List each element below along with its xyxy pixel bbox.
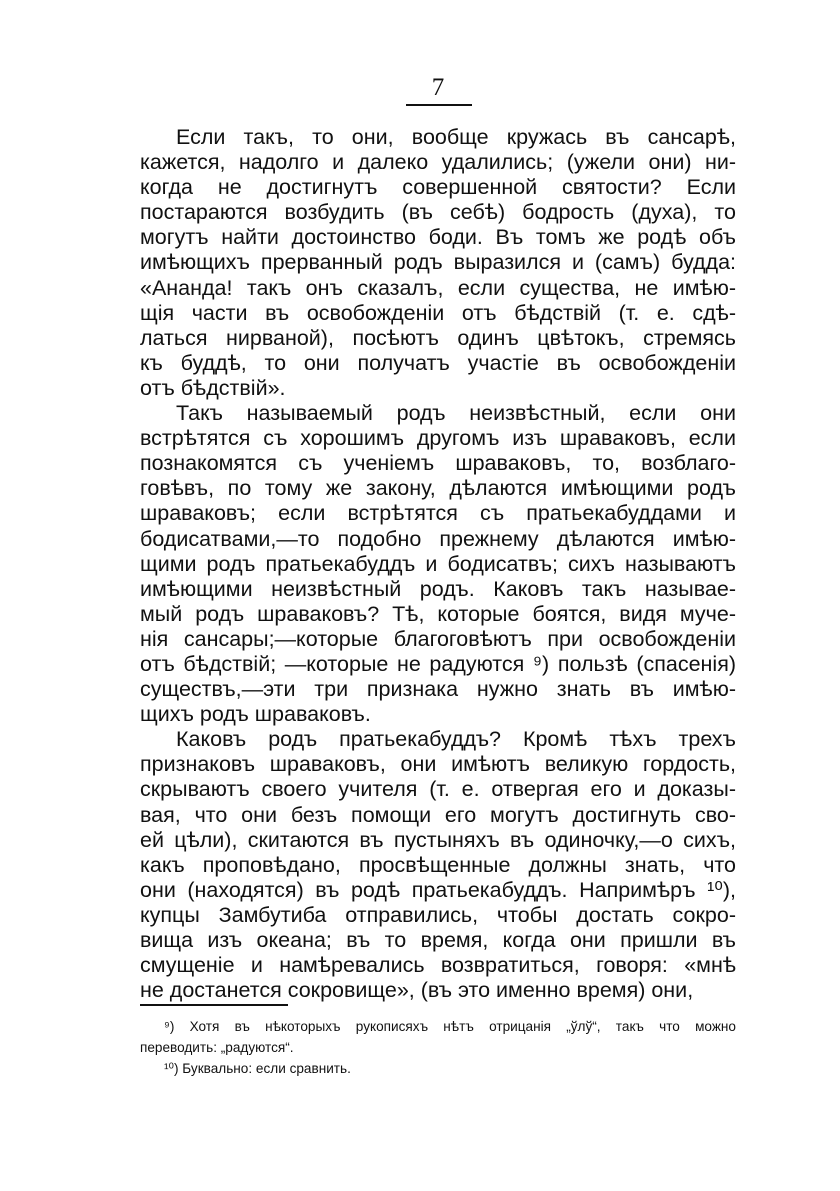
paragraph-line: существъ,—эти три признака нужно знать въ имѣю- xyxy=(140,677,736,702)
page-number-rule xyxy=(406,104,472,106)
paragraph-line: Такъ называемый родъ неизвѣстный, если они xyxy=(176,401,736,426)
paragraph-line: шраваковъ; если встрѣтятся съ пратьекабуддами и xyxy=(140,501,736,526)
paragraph-line: бодисатвами,—то подобно прежнему дѣлаются имѣю- xyxy=(140,526,736,551)
paragraph-line: имѣющихъ прерванный родъ выразился и (самъ) будда: xyxy=(140,250,736,275)
paragraph-line: Если такъ, то они, вообще кружась въ сансарѣ, xyxy=(176,125,736,149)
paragraph-line: они (находятся) въ родѣ пратьекабуддъ. Напримѣръ ¹⁰), xyxy=(140,877,736,902)
paragraph-line: какъ проповѣдано, просвѣщенные должны знать, что xyxy=(140,852,736,877)
paragraph-line: нія сансары;—которые благоговѣютъ при освобожденіи xyxy=(140,626,736,651)
paragraph-line: «Ананда! такъ онъ сказалъ, если существа, не имѣю- xyxy=(140,275,736,300)
paragraph-line: мый родъ шраваковъ? Тѣ, которые боятся, видя муче- xyxy=(140,601,736,626)
body-text xyxy=(140,125,736,1003)
paragraph-line: не достанется сокровище», (въ это именно время) они, xyxy=(140,978,694,1003)
paragraph-line: къ буддѣ, то они получатъ участіе въ освобожденіи xyxy=(140,350,736,375)
paragraph-line: щими родъ пратьекабуддъ и бодисатвъ; сихъ называютъ xyxy=(140,551,736,576)
paragraph-line: скрываютъ своего учителя (т. е. отвергая его и доказы- xyxy=(140,777,736,802)
footnote-line: ⁹) Хотя въ нѣкоторыхъ рукописяхъ нѣтъ отрицанія „ўлў“, такъ что можно xyxy=(164,1019,736,1034)
paragraph-line: имѣющими неизвѣстный родъ. Каковъ такъ называе- xyxy=(140,576,736,601)
paragraph-line: познакомятся съ ученіемъ шраваковъ, то, возблаго- xyxy=(140,451,736,476)
footnote-separator xyxy=(140,1004,288,1006)
page-number: 7 xyxy=(431,74,445,101)
paragraph-line: латься нирваной), посѣютъ одинъ цвѣтокъ, стремясь xyxy=(140,325,736,350)
paragraph-line: постараются возбудить (въ себѣ) бодрость (духа), то xyxy=(140,200,736,225)
paragraph-line: ей цѣли), скитаются въ пустыняхъ въ одиночку,—о сихъ, xyxy=(140,827,736,852)
paragraph-line: признаковъ шраваковъ, они имѣютъ великую гордость, xyxy=(140,752,736,777)
paragraph-line: вая, что они безъ помощи его могутъ достигнуть сво- xyxy=(140,802,736,827)
paragraph-line: смущеніе и намѣревались возвратиться, говоря: «мнѣ xyxy=(140,953,736,978)
footnotes xyxy=(140,1016,736,1079)
paragraph-line: кажется, надолго и далеко удалились; (ужели они) ни- xyxy=(140,150,736,175)
paragraph-line: когда не достигнутъ совершенной святости? Если xyxy=(140,175,736,200)
paragraph-line: говѣвъ, по тому же закону, дѣлаются имѣющими родъ xyxy=(140,476,736,501)
footnote-line: ¹⁰) Буквально: если сравнить. xyxy=(164,1061,351,1076)
paragraph-line: Каковъ родъ пратьекабуддъ? Кромѣ тѣхъ трехъ xyxy=(176,727,736,752)
paragraph-line: купцы Замбутиба отправились, чтобы достать сокро- xyxy=(140,902,736,927)
paragraph-line: могутъ найти достоинство боди. Въ томъ же родѣ объ xyxy=(140,225,736,250)
paragraph-line: вища изъ океана; въ то время, когда они пришли въ xyxy=(140,928,736,952)
footnote-line: переводить: „радуются“. xyxy=(140,1040,294,1055)
paragraph-line: отъ бѣдствій». xyxy=(140,375,286,400)
paragraph-line: щихъ родъ шраваковъ. xyxy=(140,702,371,727)
paragraph-line: отъ бѣдствій; —которые не радуются ⁹) пользѣ (спасенія) xyxy=(140,651,736,676)
paragraph-line: щія части въ освобожденіи отъ бѣдствій (т. е. сдѣ- xyxy=(140,300,736,325)
paragraph-line: встрѣтятся съ хорошимъ другомъ изъ шраваковъ, если xyxy=(140,426,736,451)
